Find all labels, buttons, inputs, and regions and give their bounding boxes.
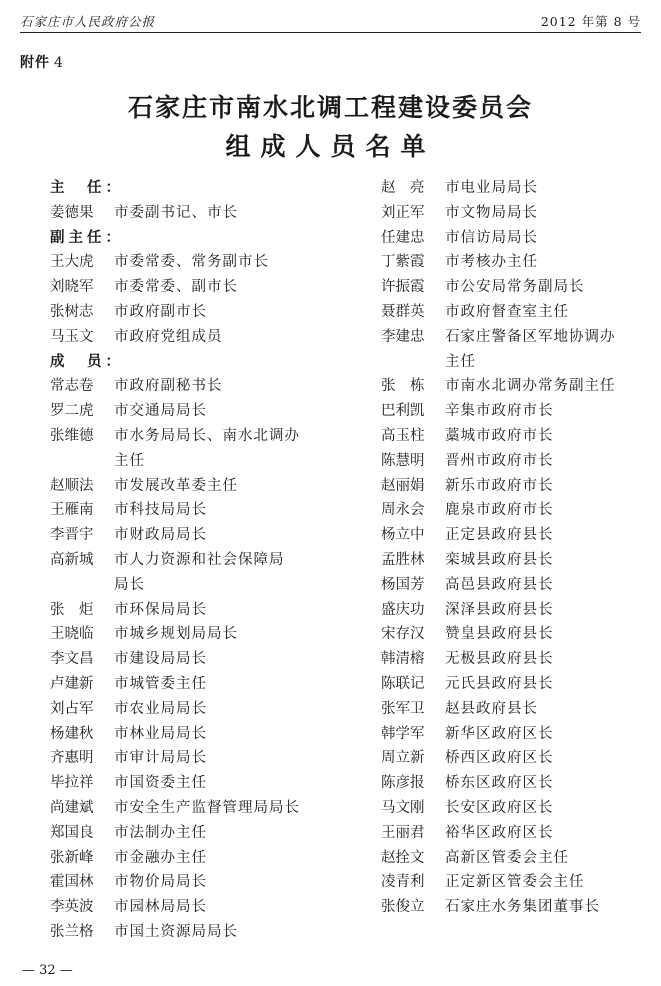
member-row	[381, 821, 646, 846]
member-name: 凌青利	[381, 874, 425, 891]
member-name: 马文刚	[381, 799, 425, 816]
member-role: 主任	[114, 452, 145, 469]
member-role: 市城管委主任	[114, 675, 207, 692]
member-name: 卢建新	[50, 675, 94, 692]
member-role	[124, 176, 340, 201]
member-name: 赵丽娟	[381, 477, 425, 494]
member-name: 张维德	[50, 427, 94, 444]
member-name: 陈慧明	[381, 452, 425, 469]
member-role: 市南水北调办常务副主任	[445, 378, 616, 395]
member-name: 张军卫	[381, 700, 425, 717]
member-row	[381, 895, 646, 920]
member-list-right	[381, 176, 646, 920]
member-row	[50, 523, 340, 548]
member-row	[381, 722, 646, 747]
member-name: 刘晓军	[50, 279, 94, 296]
member-row	[50, 300, 340, 325]
member-name: 马玉文	[50, 328, 94, 345]
member-role: 市城乡规划局局长	[114, 626, 238, 643]
member-name: 齐惠明	[50, 750, 94, 767]
member-role: 局长	[114, 576, 145, 593]
member-role: 晋州市政府市长	[445, 452, 554, 469]
member-row	[50, 573, 340, 598]
member-role: 市交通局局长	[114, 403, 207, 420]
member-row	[50, 672, 340, 697]
member-role: 市建设局局长	[114, 651, 207, 668]
member-row	[381, 201, 646, 226]
member-name	[50, 573, 114, 598]
section-label: 副主任：	[50, 229, 124, 246]
member-name	[381, 350, 445, 375]
section-heading	[50, 350, 340, 375]
member-row	[50, 846, 340, 871]
member-role: 新华区政府区长	[445, 725, 554, 742]
member-role: 市文物局局长	[445, 204, 538, 221]
member-name: 王丽君	[381, 824, 425, 841]
member-row	[381, 374, 646, 399]
member-name: 郑国良	[50, 824, 94, 841]
member-role: 桥东区政府区长	[445, 775, 554, 792]
member-role: 市国土资源局局长	[114, 923, 238, 940]
member-row	[381, 598, 646, 623]
member-name: 李建忠	[381, 328, 425, 345]
member-name: 李英波	[50, 899, 94, 916]
section-heading	[50, 176, 340, 201]
member-name: 罗二虎	[50, 403, 94, 420]
attachment-word: 附件	[20, 55, 50, 71]
publication-name: 石家庄市人民政府公报	[20, 14, 156, 29]
member-role: 栾城县政府县长	[445, 551, 554, 568]
member-name: 许振霞	[381, 279, 425, 296]
section-label: 成 员：	[50, 353, 124, 370]
member-row	[381, 846, 646, 871]
member-role: 市考核办主任	[445, 254, 538, 271]
member-role: 正定新区管委会主任	[445, 874, 585, 891]
member-role: 市财政局局长	[114, 527, 207, 544]
member-name: 常志卷	[50, 378, 94, 395]
member-name: 赵顺法	[50, 477, 94, 494]
member-role: 赞皇县政府县长	[445, 626, 554, 643]
member-name: 孟胜林	[381, 551, 425, 568]
member-name: 周永会	[381, 502, 425, 519]
member-name: 陈彦报	[381, 775, 425, 792]
member-role: 赵县政府县长	[445, 700, 538, 717]
member-row	[50, 771, 340, 796]
member-role: 桥西区政府区长	[445, 750, 554, 767]
document-subtitle: 组成人员名单	[225, 132, 436, 161]
member-name: 任建忠	[381, 229, 425, 246]
member-row	[381, 275, 646, 300]
header-rule	[20, 32, 641, 33]
member-name: 张俊立	[381, 899, 425, 916]
member-row	[381, 672, 646, 697]
member-row	[381, 250, 646, 275]
member-role: 市政府副市长	[114, 303, 207, 320]
member-role: 主任	[445, 353, 476, 370]
member-row	[381, 647, 646, 672]
member-role: 市审计局局长	[114, 750, 207, 767]
member-name: 王大虎	[50, 254, 94, 271]
member-row	[50, 474, 340, 499]
member-name: 赵 亮	[381, 180, 425, 196]
member-name: 尚建斌	[50, 799, 94, 816]
member-role: 无极县政府县长	[445, 651, 554, 668]
member-name: 宋存汉	[381, 626, 425, 643]
attachment-number: 4	[54, 55, 63, 71]
member-name: 张兰格	[50, 923, 94, 940]
member-role: 市委常委、常务副市长	[114, 254, 269, 271]
member-row	[381, 746, 646, 771]
member-name: 王雁南	[50, 502, 94, 519]
section-heading	[50, 226, 340, 251]
member-row	[50, 201, 340, 226]
member-row	[381, 449, 646, 474]
member-role: 高新区管委会主任	[445, 849, 569, 866]
member-row	[50, 622, 340, 647]
member-role: 市林业局局长	[114, 725, 207, 742]
member-row	[381, 498, 646, 523]
member-name: 盛庆功	[381, 601, 425, 618]
member-role: 鹿泉市政府市长	[445, 502, 554, 519]
member-row	[381, 870, 646, 895]
member-row	[50, 374, 340, 399]
member-name: 刘正军	[381, 204, 425, 221]
member-row	[381, 325, 646, 350]
member-row	[381, 622, 646, 647]
member-role: 市公安局常务副局长	[445, 279, 585, 296]
member-name: 丁紫霞	[381, 254, 425, 271]
member-name: 毕拉祥	[50, 775, 94, 792]
member-role: 市电业局局长	[445, 180, 538, 196]
member-role: 市法制办主任	[114, 824, 207, 841]
member-row	[50, 250, 340, 275]
member-row	[50, 895, 340, 920]
member-row	[381, 424, 646, 449]
member-name	[50, 449, 114, 474]
member-row	[381, 300, 646, 325]
member-row	[50, 498, 340, 523]
member-role: 裕华区政府区长	[445, 824, 554, 841]
member-row	[50, 722, 340, 747]
member-name: 霍国林	[50, 874, 94, 891]
member-row	[50, 870, 340, 895]
member-role: 藁城市政府市长	[445, 427, 554, 444]
member-list-left	[50, 176, 340, 945]
page-number: — 32 —	[22, 963, 73, 978]
member-name: 杨立中	[381, 527, 425, 544]
member-row	[50, 697, 340, 722]
member-name: 刘占军	[50, 700, 94, 717]
member-name: 高新城	[50, 551, 94, 568]
member-row	[50, 399, 340, 424]
member-name: 赵拴文	[381, 849, 425, 866]
member-name: 周立新	[381, 750, 425, 767]
member-name: 韩清榕	[381, 651, 425, 668]
member-role: 市环保局局长	[114, 601, 207, 618]
member-name: 王晓临	[50, 626, 94, 643]
member-row	[50, 746, 340, 771]
member-row	[381, 176, 646, 201]
member-role: 市委副书记、市长	[114, 204, 238, 221]
member-name: 张树志	[50, 303, 94, 320]
member-row	[381, 573, 646, 598]
page-header	[20, 10, 641, 32]
member-row	[381, 474, 646, 499]
member-row	[381, 523, 646, 548]
member-name: 高玉柱	[381, 427, 425, 444]
member-row	[381, 796, 646, 821]
member-role: 石家庄水务集团董事长	[445, 899, 600, 916]
member-role: 市金融办主任	[114, 849, 207, 866]
member-role: 市农业局局长	[114, 700, 207, 717]
member-row	[50, 796, 340, 821]
member-row	[381, 350, 646, 375]
member-name: 杨建秋	[50, 725, 94, 742]
member-name: 杨国芳	[381, 576, 425, 593]
member-name: 韩学军	[381, 725, 425, 742]
member-name: 聂群英	[381, 303, 425, 320]
member-role: 长安区政府区长	[445, 799, 554, 816]
member-role: 市政府督查室主任	[445, 303, 569, 320]
member-row	[50, 424, 340, 449]
member-role: 市物价局局长	[114, 874, 207, 891]
member-role	[124, 226, 340, 251]
member-row	[381, 226, 646, 251]
member-name: 李晋宇	[50, 527, 94, 544]
member-role: 市政府副秘书长	[114, 378, 223, 395]
member-role: 市园林局局长	[114, 899, 207, 916]
member-role: 市国资委主任	[114, 775, 207, 792]
member-role: 市发展改革委主任	[114, 477, 238, 494]
member-role: 高邑县政府县长	[445, 576, 554, 593]
section-label: 主 任：	[50, 180, 124, 196]
member-name: 张新峰	[50, 849, 94, 866]
member-row	[50, 598, 340, 623]
member-role: 新乐市政府市长	[445, 477, 554, 494]
member-row	[50, 325, 340, 350]
member-row	[50, 275, 340, 300]
member-row	[381, 548, 646, 573]
document-title: 石家庄市南水北调工程建设委员会	[127, 93, 533, 122]
member-role: 市委常委、副市长	[114, 279, 238, 296]
member-role: 市政府党组成员	[114, 328, 223, 345]
issue-number: 2012 年第 8 号	[540, 14, 641, 29]
member-role: 市安全生产监督管理局局长	[114, 799, 300, 816]
member-role: 市科技局局长	[114, 502, 207, 519]
member-name: 姜德果	[50, 204, 94, 221]
member-row	[50, 647, 340, 672]
member-name: 张 栋	[381, 378, 425, 395]
member-role: 石家庄警备区军地协调办	[445, 328, 616, 345]
member-row	[50, 920, 340, 945]
member-role	[124, 350, 340, 375]
member-role: 辛集市政府市长	[445, 403, 554, 420]
member-name: 陈联记	[381, 675, 425, 692]
member-row	[50, 821, 340, 846]
member-row	[381, 697, 646, 722]
member-role: 市水务局局长、南水北调办	[114, 427, 300, 444]
member-row	[50, 548, 340, 573]
member-role: 元氏县政府县长	[445, 675, 554, 692]
member-role: 市人力资源和社会保障局	[114, 551, 285, 568]
member-name: 李文昌	[50, 651, 94, 668]
member-name: 巴利凯	[381, 403, 425, 420]
member-role: 正定县政府县长	[445, 527, 554, 544]
member-row	[381, 771, 646, 796]
member-name: 张 炬	[50, 601, 94, 618]
member-role: 深泽县政府县长	[445, 601, 554, 618]
member-row	[381, 399, 646, 424]
member-row	[50, 449, 340, 474]
member-role: 市信访局局长	[445, 229, 538, 246]
attachment-label	[20, 52, 63, 72]
